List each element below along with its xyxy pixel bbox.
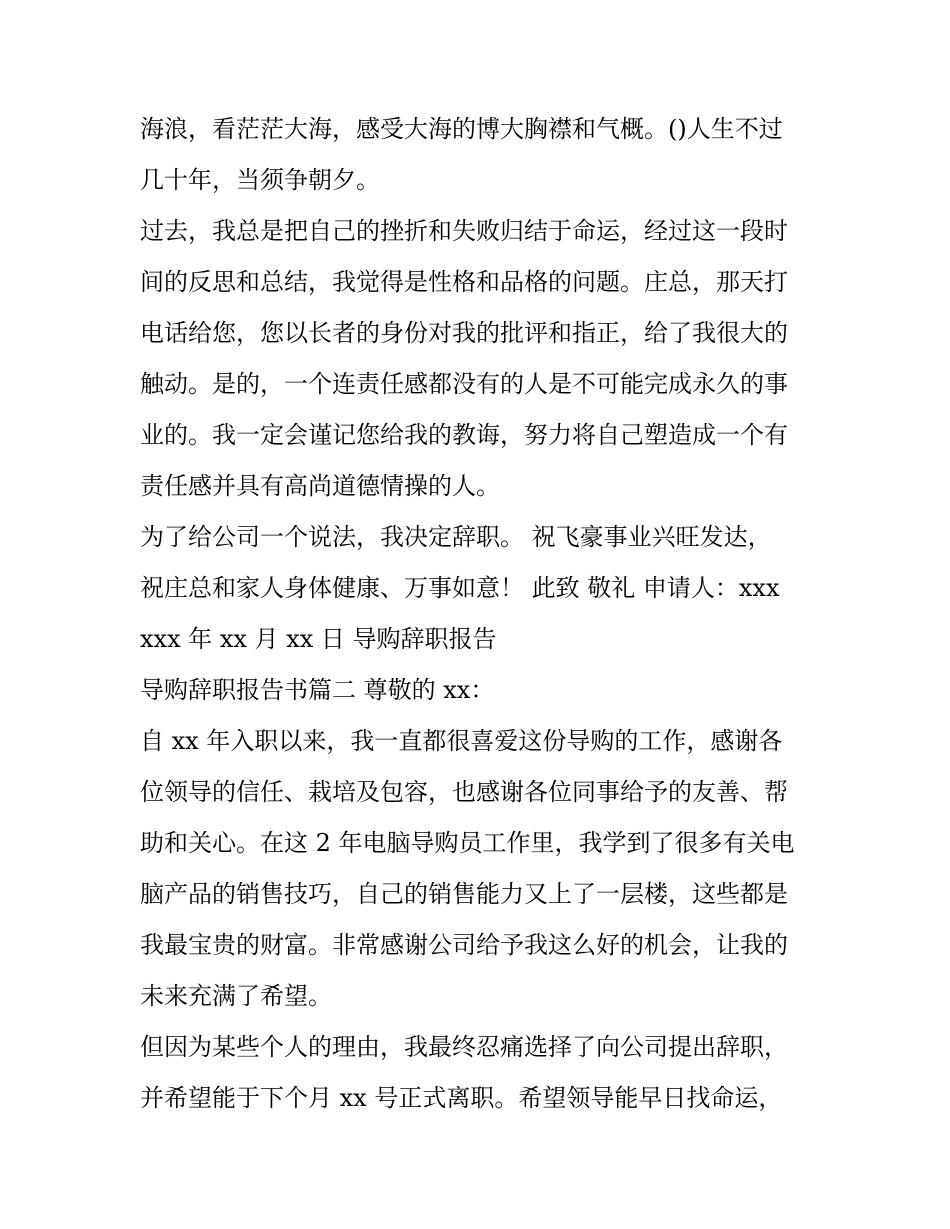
document-body	[140, 104, 820, 1124]
text-line: 业的。我一定会谨记您给我的教诲，努力将自己塑造成一个有	[140, 421, 788, 449]
text-line: 几十年，当须争朝夕。	[140, 166, 380, 194]
text-line: 脑产品的销售技巧，自己的销售能力又上了一层楼，这些都是	[140, 880, 788, 908]
section-heading: 导购辞职报告书篇二 尊敬的 xx：	[140, 676, 495, 704]
text-line: 未来充满了希望。	[140, 982, 332, 1010]
text-line: 间的反思和总结，我觉得是性格和品格的问题。庄总，那天打	[140, 268, 788, 296]
text-line: xxx 年 xx 月 xx 日 导购辞职报告	[140, 625, 497, 653]
text-line: 海浪，看茫茫大海，感受大海的博大胸襟和气概。()人生不过	[140, 115, 783, 143]
text-line: 责任感并具有高尚道德情操的人。	[140, 472, 500, 500]
text-line: 过去，我总是把自己的挫折和失败归结于命运，经过这一段时	[140, 217, 788, 245]
text-line: 触动。是的，一个连责任感都没有的人是不可能完成永久的事	[140, 370, 788, 398]
text-line: 位领导的信任、栽培及包容，也感谢各位同事给予的友善、帮	[140, 778, 788, 806]
text-line: 助和关心。在这 2 年电脑导购员工作里，我学到了很多有关电	[140, 829, 795, 857]
text-line: 并希望能于下个月 xx 号正式离职。希望领导能早日找命运，	[140, 1084, 783, 1112]
text-line: 自 xx 年入职以来，我一直都很喜爱这份导购的工作，感谢各	[140, 727, 783, 755]
text-line: 但因为某些个人的理由，我最终忍痛选择了向公司提出辞职，	[140, 1033, 788, 1061]
text-line: 为了给公司一个说法，我决定辞职。 祝飞豪事业兴旺发达，	[140, 523, 772, 551]
text-line: 电话给您，您以长者的身份对我的批评和指正，给了我很大的	[140, 319, 788, 347]
text-line: 我最宝贵的财富。非常感谢公司给予我这么好的机会，让我的	[140, 931, 788, 959]
text-line: 祝庄总和家人身体健康、万事如意！ 此致 敬礼 申请人：xxx	[140, 574, 780, 602]
